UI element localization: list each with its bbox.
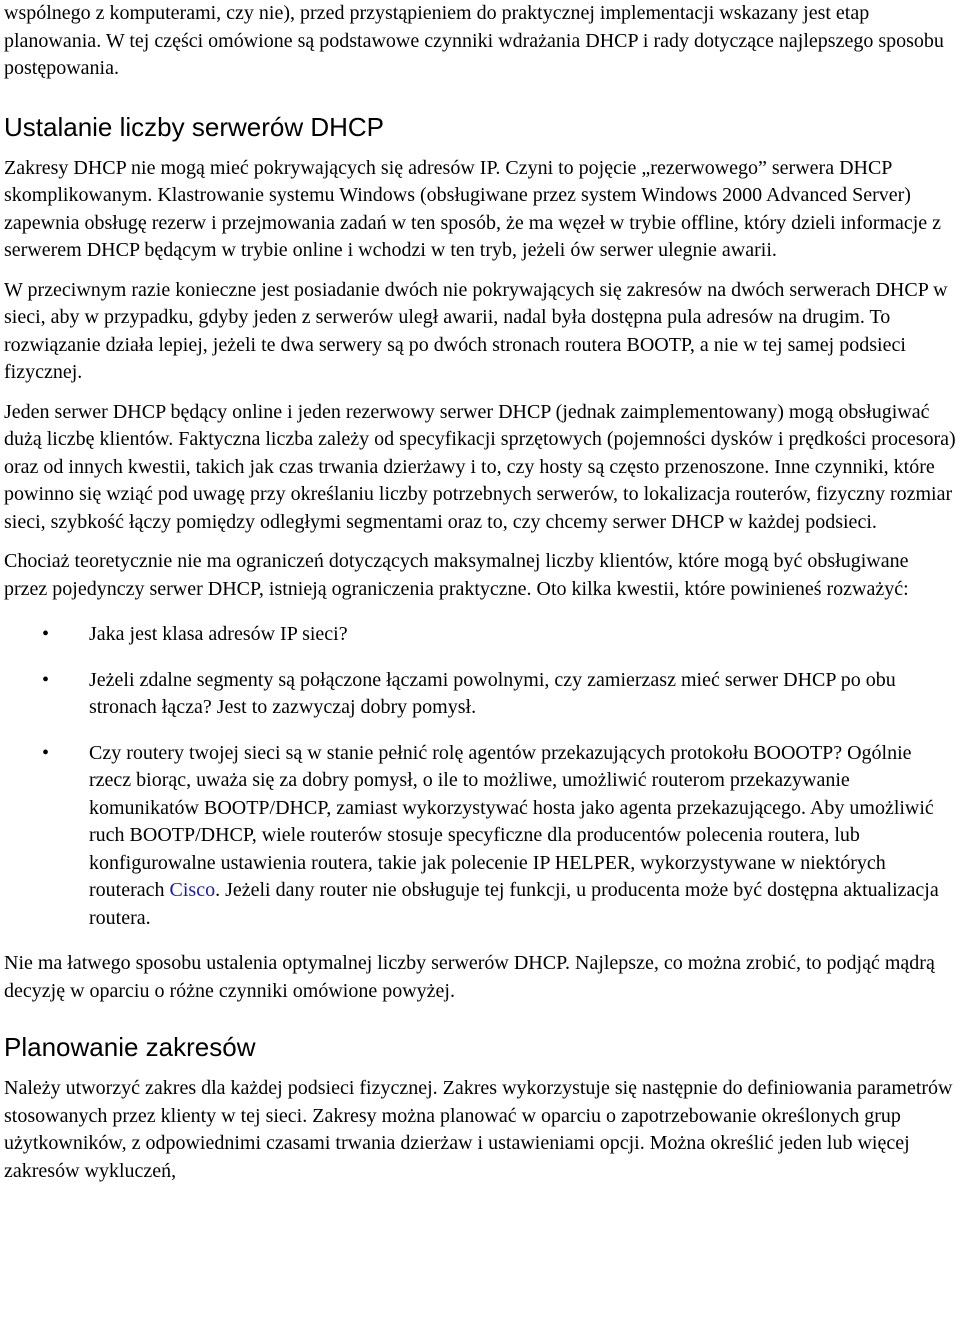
bullet-icon: • bbox=[42, 741, 50, 764]
list-item-text: Jeżeli zdalne segmenty są połączone łączami powolnymi, czy zamierzasz mieć serwer DHCP po obu stronach łącza? Jest to zazwyczaj dobry pomysł. bbox=[89, 668, 896, 718]
cisco-link[interactable]: Cisco bbox=[169, 879, 216, 901]
bullet-icon: • bbox=[42, 623, 50, 645]
list-item bbox=[4, 667, 956, 722]
list-item bbox=[4, 740, 956, 933]
list-item-text-after-link: . Jeżeli dany router nie obsługuje tej funkcji, u producenta może być dostępna aktualizacja routera. bbox=[89, 879, 939, 929]
list-item-text bbox=[89, 742, 939, 929]
section-heading-dhcp-server-count: Ustalanie liczby serwerów DHCP bbox=[4, 111, 384, 142]
list-item-text: Jaka jest klasa adresów IP sieci? bbox=[89, 623, 348, 645]
intro-paragraph: wspólnego z komputerami, czy nie), przed przystąpieniem do praktycznej implementacji wskazany jest etap planowania. W tej części omówione są podstawowe czynniki wdrażania DHCP i rady dotyczące najlepszego sposobu postępowania. bbox=[4, 2, 944, 79]
list-item-text-before-link: Czy routery twojej sieci są w stanie pełnić rolę agentów przekazujących protokołu BOOOTP? Ogólnie rzecz biorąc, uważa się za dobry pomysł, o ile to możliwe, umożliwić routerom przekazywanie komunikatów BOOTP/DHCP, zamiast wykorzystywać hosta jako agenta przekazującego. Aby umożliwić ruch BOOTP/DHCP, wiele routerów stosuje specyficzne dla producentów polecenia routera, lub konfigurowalne ustawienia routera, takie jak polecenie IP HELPER, wykorzystywane w niektórych routerach bbox=[89, 741, 934, 901]
paragraph-scope-planning: Należy utworzyć zakres dla każdej podsieci fizycznej. Zakres wykorzystuje się następnie do definiowania parametrów stosowanych przez klienty w tej sieci. Zakresy można planować w oparciu o zapotrzebowanie określonych grup użytkowników, z odpowiednimi czasami trwania dzierżaw i ustawieniami opcji. Można określić jeden lub więcej zakresów wykluczeń, bbox=[4, 1077, 953, 1182]
paragraph-conclusion: Nie ma łatwego sposobu ustalenia optymalnej liczby serwerów DHCP. Najlepsze, co można zrobić, to podjąć mądrą decyzję w oparciu o różne czynniki omówione powyżej. bbox=[4, 952, 935, 1002]
document-page bbox=[4, 0, 956, 1185]
paragraph-two-servers: W przeciwnym razie konieczne jest posiadanie dwóch nie pokrywających się zakresów na dwóch serwerach DHCP w sieci, aby w przypadku, gdyby jeden z serwerów uległ awarii, nadal była dostępna pula adresów na drugim. To rozwiązanie działa lepiej, jeżeli te dwa serwery są po dwóch stronach routera BOOTP, a nie w tej samej podsieci fizycznej. bbox=[4, 278, 948, 383]
bullet-icon: • bbox=[42, 668, 50, 691]
considerations-list bbox=[4, 621, 956, 932]
paragraph-practical-limits: Chociaż teoretycznie nie ma ograniczeń dotyczących maksymalnej liczby klientów, które mogą być obsługiwane przez pojedynczy serwer DHCP, istnieją ograniczenia praktyczne. Oto kilka kwestii, które powinieneś rozważyć: bbox=[4, 550, 909, 600]
section-heading-scope-planning: Planowanie zakresów bbox=[4, 1032, 256, 1062]
paragraph-overlapping-scopes: Zakresy DHCP nie mogą mieć pokrywających się adresów IP. Czyni to pojęcie „rezerwowego” serwera DHCP skomplikowanym. Klastrowanie systemu Windows (obsługiwane przez system Windows 2000 Advanced Server) zapewnia obsługę rezerw i przejmowania zadań w ten sposób, że ma węzeł w trybie offline, który dzieli informacje z serwerem DHCP będącym w trybie online i wchodzi w ten tryb, jeżeli ów serwer ulegnie awarii. bbox=[4, 156, 942, 261]
paragraph-client-capacity: Jeden serwer DHCP będący online i jeden rezerwowy serwer DHCP (jednak zaimplementowany) mogą obsługiwać dużą liczbę klientów. Faktyczna liczba zależy od specyfikacji sprzętowych (pojemności dysków i prędkości procesora) oraz od innych kwestii, takich jak czas trwania dzierżawy i to, czy hosty są często przenoszone. Inne czynniki, które powinno się wziąć pod uwagę przy określaniu liczby potrzebnych serwerów, to lokalizacja routerów, fizyczny rozmiar sieci, szybkość łączy pomiędzy odległymi segmentami oraz to, czy chcemy serwer DHCP w każdej podsieci. bbox=[4, 400, 956, 533]
list-item bbox=[4, 621, 956, 649]
